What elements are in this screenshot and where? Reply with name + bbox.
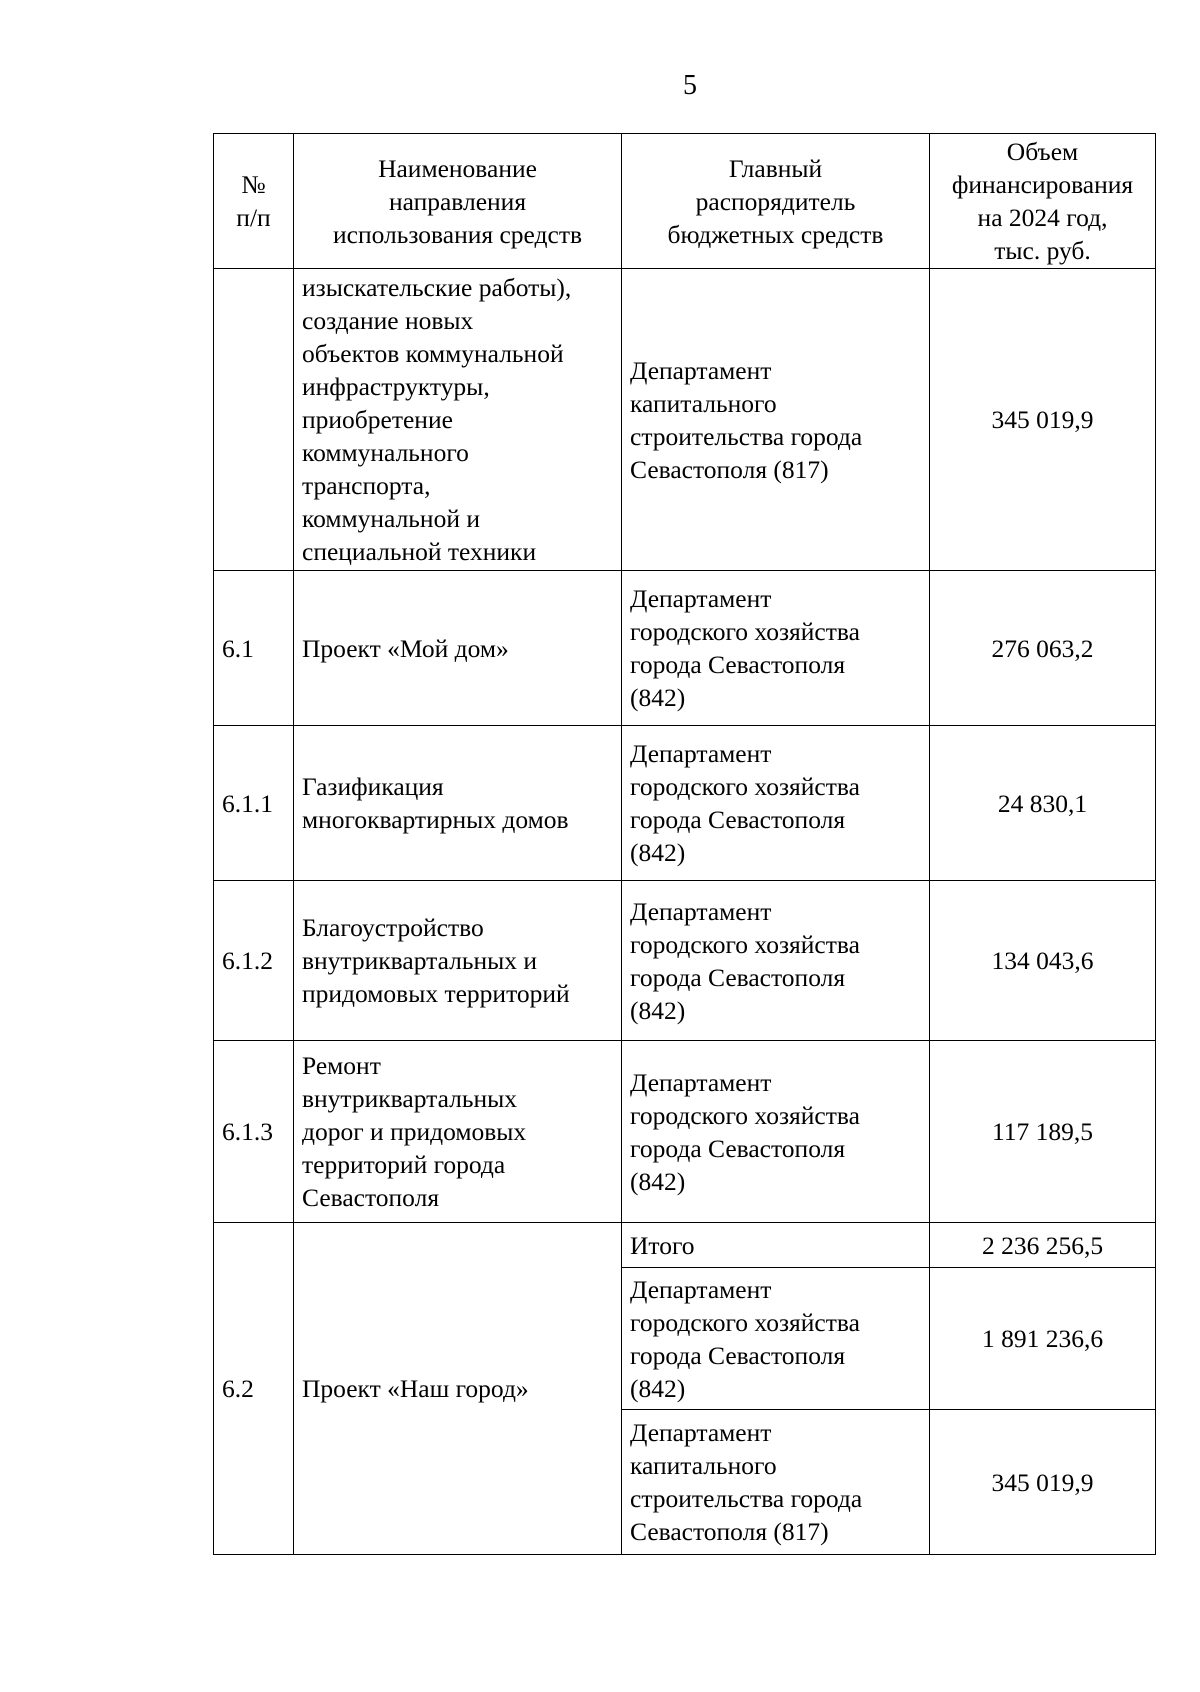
header-number: № п/п <box>214 134 294 269</box>
row-amount: 117 189,5 <box>930 1041 1156 1223</box>
row-budget-manager: Департамент городского хозяйства города Севастополя (842) <box>622 571 930 726</box>
row-budget-manager: Департамент городского хозяйства города Севастополя (842) <box>622 1041 930 1223</box>
row-direction: Газификация многоквартирных домов <box>294 726 622 881</box>
table-row <box>214 269 1156 571</box>
row-number <box>214 269 294 571</box>
row-amount: 2 236 256,5 <box>930 1223 1156 1268</box>
row-number: 6.1.2 <box>214 881 294 1041</box>
row-amount: 1 891 236,6 <box>930 1268 1156 1410</box>
row-amount: 276 063,2 <box>930 571 1156 726</box>
header-direction: Наименование направления использования средств <box>294 134 622 269</box>
table-header-row <box>214 134 1156 269</box>
row-direction: Благоустройство внутриквартальных и придомовых территорий <box>294 881 622 1041</box>
row-direction: Ремонт внутриквартальных дорог и придомовых территорий города Севастополя <box>294 1041 622 1223</box>
page-number: 5 <box>683 70 697 101</box>
row-budget-manager: Департамент капитального строительства города Севастополя (817) <box>622 269 930 571</box>
row-budget-manager: Итого <box>622 1223 930 1268</box>
table-row-group-total <box>214 1223 1156 1268</box>
row-budget-manager: Департамент городского хозяйства города Севастополя (842) <box>622 726 930 881</box>
row-amount: 134 043,6 <box>930 881 1156 1041</box>
row-number: 6.1.1 <box>214 726 294 881</box>
row-number: 6.2 <box>214 1223 294 1555</box>
row-budget-manager: Департамент капитального строительства города Севастополя (817) <box>622 1410 930 1555</box>
row-amount: 24 830,1 <box>930 726 1156 881</box>
table-row <box>214 726 1156 881</box>
table-row <box>214 571 1156 726</box>
row-amount: 345 019,9 <box>930 269 1156 571</box>
row-budget-manager: Департамент городского хозяйства города Севастополя (842) <box>622 1268 930 1410</box>
table-row <box>214 881 1156 1041</box>
table-row <box>214 1041 1156 1223</box>
row-budget-manager: Департамент городского хозяйства города Севастополя (842) <box>622 881 930 1041</box>
row-direction: Проект «Наш город» <box>294 1223 622 1555</box>
row-direction: изыскательские работы), создание новых объектов коммунальной инфраструктуры, приобретение коммунального транспорта, коммунальной и специальной техники <box>294 269 622 571</box>
header-budget-manager: Главный распорядитель бюджетных средств <box>622 134 930 269</box>
row-number: 6.1.3 <box>214 1041 294 1223</box>
row-amount: 345 019,9 <box>930 1410 1156 1555</box>
row-number: 6.1 <box>214 571 294 726</box>
row-direction: Проект «Мой дом» <box>294 571 622 726</box>
financing-table <box>213 133 1156 1555</box>
header-financing-volume: Объем финансирования на 2024 год, тыс. руб. <box>930 134 1156 269</box>
